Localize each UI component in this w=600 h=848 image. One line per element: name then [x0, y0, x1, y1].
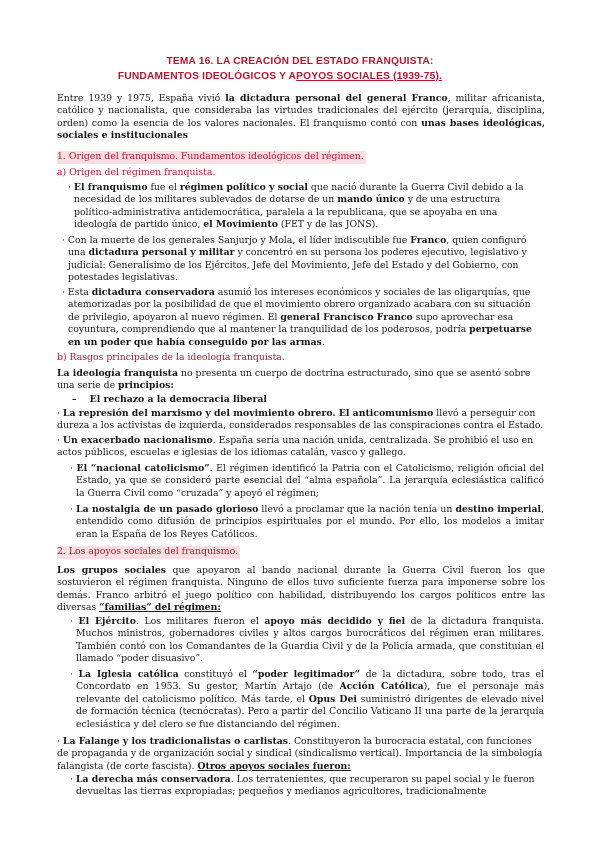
paragraph-ejercito: · El Ejército. Los militares fueron el apoyo más decidido y fiel de la dictadura franquista. Muchos ministros, gobernadores civiles y altos cargos burocráticos del régimen eran militares. También contó con los Comandantes de la Guardia Civil y de la Policía armada, que constituían el llamado “poder disuasivo”.	[70, 616, 544, 665]
title-line2-part2: POYOS SOCIALES (1939-75).	[296, 71, 443, 82]
intro-paragraph: Entre 1939 y 1975, España vivió la dictadura personal del general Franco, militar africanista, católico y nacionalista, que consideraba las virtudes tradicionales del ejército (jerarquía, disciplina, orden) como la esencia de los valores nacionales. El franquismo contó con unas bases ideológicas, sociales e institucionales	[57, 93, 545, 142]
paragraph-dictadura-conservadora: · Esta dictadura conservadora asumió los intereses económicos y sociales de las oligarquías, que atemorizadas por la posibilidad de que el movimiento obrero organizado acabara con su situación de privilegio, apoyaron al nuevo régimen. El general Francisco Franco supo aprovechar esa coyuntura, comprendiendo que al mantener la tranquilidad de los poderosos, podría perpetuarse en un poder que había conseguido por las armas.	[62, 287, 532, 348]
paragraph-represion-marxismo: · La represión del marxismo y del movimiento obrero. El anticomunismo llevó a perseguir con dureza a los activistas de izquierda, considerados responsables de las conspiraciones contra el Estado.	[57, 408, 544, 432]
paragraph-nacionalismo: · Un exacerbado nacionalismo. España sería una nación unida, centralizada. Se prohibió el uso en actos públicos, escuelas e iglesias de los idiomas catalán, vasco y gallego.	[57, 435, 534, 459]
paragraph-derecha-conservadora: · La derecha más conservadora. Los terratenientes, que recuperaron su papel social y le fueron devueltas las tierras expropiadas; pequeños y medianos agricultores, tradicionalmente	[70, 774, 535, 798]
paragraph-nacional-catolicismo: · El “nacional catolicismo”. El régimen identificó la Patria con el Catolicismo, religión oficial del Estado, ya que se consideró parte esencial del “alma española”. La jerarquía eclesiástica calificó la Guerra Civil como “cruzada” y apoyó el régimen;	[70, 463, 544, 499]
paragraph-el-franquismo: · El franquismo fue el régimen político y social que nació durante la Guerra Civil debido a la necesidad de los militares sublevados de dotarse de un mando único y de una estructura político-administrativa antidemocrática, paralela a la republicana, que se apoyaba en una ideología de partido único, el Movimiento (FET y de las JONS).	[68, 182, 524, 231]
paragraph-nostalgia-pasado: · La nostalgia de un pasado glorioso llevó a proclamar que la nación tenía un destino imperial, entendido como difusión de principios espirituales por el mundo. Por ello, los modelos a imitar eran la España de los Reyes Católicos.	[70, 504, 544, 540]
subsection-a-heading: a) Origen del régimen franquista.	[57, 167, 216, 178]
title-line2-part1: FUNDAMENTOS IDEOLÓGICOS Y A	[117, 71, 297, 82]
subsection-b-heading: b) Rasgos principales de la ideología franquista.	[57, 352, 285, 363]
paragraph-grupos-sociales: Los grupos sociales que apoyaron al bando nacional durante la Guerra Civil fueron los que sostuvieron el régimen franquista. Ninguno de ellos tuvo suficiente fuerza para imponerse sobre los demás. Franco arbitró el juego político con habilidad, distribuyendo los cargos políticos entre las diversas “familias” del régimen:	[57, 565, 546, 614]
section1-heading: 1. Origen del franquismo. Fundamentos ideológicos del régimen.	[57, 151, 364, 162]
paragraph-muerte-generales: · Con la muerte de los generales Sanjurjo y Mola, el líder indiscutible fue Franco, quien configuró una dictadura personal y militar y concentró en su persona los poderes ejecutivo, legislativo y judicial: Generalísimo de los Ejércitos, Jefe del Movimiento, Jefe del Estado y del Gobierno, con potestades legislativas.	[62, 235, 527, 284]
paragraph-iglesia-catolica: · La Iglesia católica constituyó el “poder legitimador” de la dictadura, sobre todo, tras el Concordato en 1953. Su gestor, Martín Artajo (de Acción Católica), fue el personaje más relevante del catolicismo político. Más tarde, el Opus Dei suministró dirigentes de elevado nivel de formación técnica (tecnócratas). Pero a partir del Concilio Vaticano II una parte de la jerarquía eclesiástica y del clero se fue distanciando del régimen.	[70, 669, 544, 730]
bullet-rechazo-democracia: – El rechazo a la democracia liberal	[72, 394, 267, 405]
document-title-line1: TEMA 16. LA CREACIÓN DEL ESTADO FRANQUISTA:	[166, 56, 434, 67]
section2-heading: 2. Los apoyos sociales del franquismo.	[57, 546, 238, 557]
document-title-line2	[0, 71, 600, 82]
paragraph-falange: · La Falange y los tradicionalistas o carlistas. Constituyeron la burocracia estatal, con funciones de propaganda y de organización social y sindical (sindicalismo vertical). Importancia de la simbología falangista (de corte fascista). Otros apoyos sociales fueron:	[57, 736, 543, 772]
paragraph-ideologia: La ideología franquista no presenta un cuerpo de doctrina estructurado, sino que se asentó sobre una serie de principios:	[57, 368, 531, 392]
